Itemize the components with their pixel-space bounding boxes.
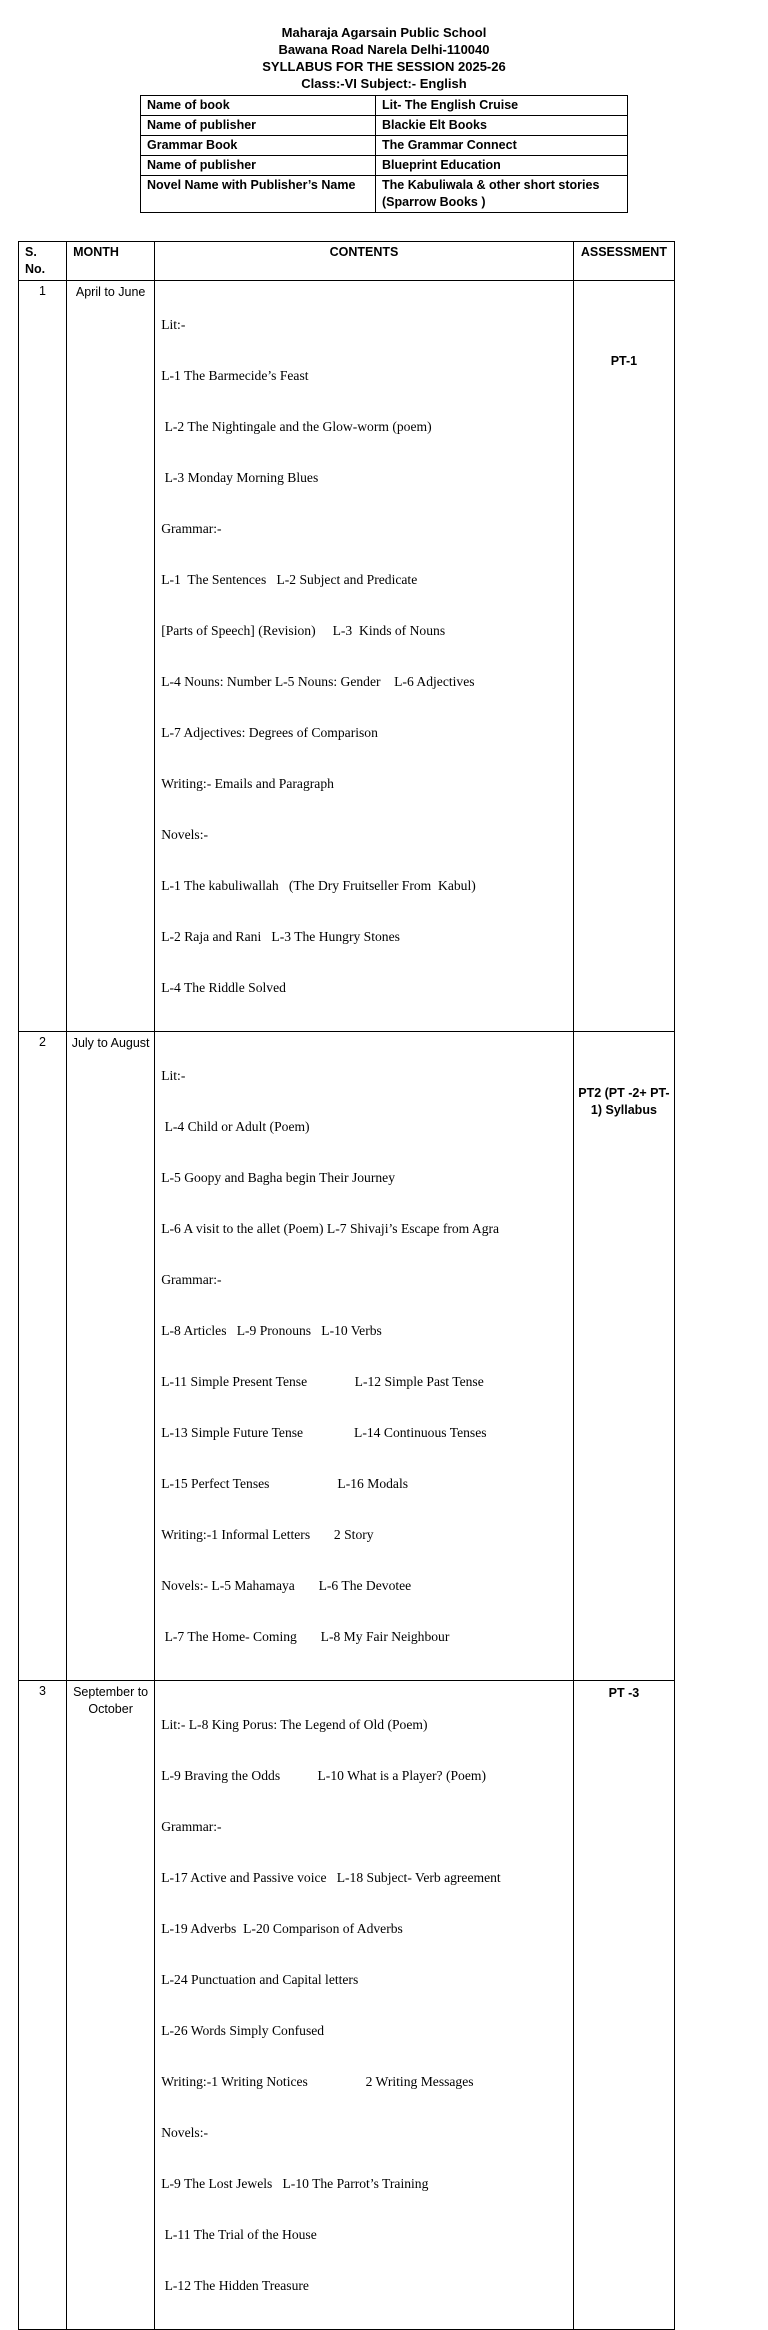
header-contents: CONTENTS [155,242,574,281]
syllabus-title: SYLLABUS FOR THE SESSION 2025-26 [262,59,506,74]
syllabus-row [19,1681,675,2330]
content-line: Grammar:- [161,1819,222,1834]
content-line: Novels:- L-5 Mahamaya L-6 The Devotee [161,1578,412,1593]
row-month: July to August [67,1032,155,1681]
content-line: L-4 Child or Adult (Poem) [161,1119,310,1134]
book-info-value: Blueprint Education [376,156,628,176]
content-line: L-26 Words Simply Confused [161,2023,325,2038]
book-info-row [141,176,628,213]
book-info-label: Grammar Book [141,136,376,156]
syllabus-row [19,1032,675,1681]
class-subject-line: Class:-VI Subject:- English [301,76,467,91]
syllabus-row [19,281,675,1032]
school-address: Bawana Road Narela Delhi-110040 [278,42,490,57]
content-line: L-9 The Lost Jewels L-10 The Parrot’s Training [161,2176,429,2191]
row-sno: 2 [19,1032,67,1681]
content-line: L-11 The Trial of the House [161,2227,317,2242]
content-line: Grammar:- [161,521,222,536]
content-line: L-8 Articles L-9 Pronouns L-10 Verbs [161,1323,382,1338]
header-month: MONTH [67,242,155,281]
row-assessment: PT -3 [573,1681,674,2330]
content-line: Lit:- [161,317,186,332]
row-sno: 3 [19,1681,67,2330]
book-info-value: Lit- The English Cruise [376,96,628,116]
content-line: L-13 Simple Future Tense L-14 Continuous Tenses [161,1425,487,1440]
book-info-value: Blackie Elt Books [376,116,628,136]
content-line: Novels:- [161,827,209,842]
content-line: Writing:-1 Writing Notices 2 Writing Messages [161,2074,474,2089]
school-name: Maharaja Agarsain Public School [281,25,487,40]
row-contents [155,281,574,1032]
book-info-value: The Grammar Connect [376,136,628,156]
book-info-label: Novel Name with Publisher’s Name [141,176,376,213]
book-info-row [141,156,628,176]
content-line: L-3 Monday Morning Blues [161,470,319,485]
header-assessment: ASSESSMENT [573,242,674,281]
content-line: L-17 Active and Passive voice L-18 Subject- Verb agreement [161,1870,501,1885]
content-line: L-7 Adjectives: Degrees of Comparison [161,725,378,740]
content-line: Writing:- Emails and Paragraph [161,776,334,791]
content-line: Novels:- [161,2125,209,2140]
content-line: L-4 Nouns: Number L-5 Nouns: Gender L-6 Adjectives [161,674,475,689]
content-line: L-15 Perfect Tenses L-16 Modals [161,1476,409,1491]
content-line: Lit:- L-8 King Porus: The Legend of Old (Poem) [161,1717,428,1732]
content-line: L-6 A visit to the allet (Poem) L-7 Shivaji’s Escape from Agra [161,1221,500,1236]
content-line: L-11 Simple Present Tense L-12 Simple Past Tense [161,1374,484,1389]
content-line: Lit:- [161,1068,186,1083]
content-line: L-2 Raja and Rani L-3 The Hungry Stones [161,929,400,944]
book-info-row [141,96,628,116]
content-line: [Parts of Speech] (Revision) L-3 Kinds of Nouns [161,623,446,638]
book-info-label: Name of book [141,96,376,116]
content-line: L-24 Punctuation and Capital letters [161,1972,359,1987]
row-contents [155,1032,574,1681]
document-header [0,24,768,92]
book-info-row [141,116,628,136]
content-line: L-5 Goopy and Bagha begin Their Journey [161,1170,395,1185]
book-info-table [140,95,628,213]
book-info-value: The Kabuliwala & other short stories (Sparrow Books ) [376,176,628,213]
content-line: L-9 Braving the Odds L-10 What is a Player? (Poem) [161,1768,486,1783]
content-line: L-19 Adverbs L-20 Comparison of Adverbs [161,1921,403,1936]
row-month: September to October [67,1681,155,2330]
row-assessment: PT2 (PT -2+ PT-1) Syllabus [573,1032,674,1681]
syllabus-header-row [19,242,675,281]
content-line: L-1 The Sentences L-2 Subject and Predicate [161,572,418,587]
content-line: L-4 The Riddle Solved [161,980,286,995]
book-info-label: Name of publisher [141,156,376,176]
content-line: L-12 The Hidden Treasure [161,2278,309,2293]
row-contents [155,1681,574,2330]
syllabus-table [18,241,675,2330]
row-month: April to June [67,281,155,1032]
content-line: L-1 The Barmecide’s Feast [161,368,309,383]
row-sno: 1 [19,281,67,1032]
book-info-label: Name of publisher [141,116,376,136]
book-info-row [141,136,628,156]
content-line: L-7 The Home- Coming L-8 My Fair Neighbour [161,1629,450,1644]
content-line: L-2 The Nightingale and the Glow-worm (poem) [161,419,432,434]
row-assessment: PT-1 [573,281,674,1032]
header-sno: S. No. [19,242,67,281]
content-line: Grammar:- [161,1272,222,1287]
content-line: L-1 The kabuliwallah (The Dry Fruitseller From Kabul) [161,878,476,893]
content-line: Writing:-1 Informal Letters 2 Story [161,1527,374,1542]
